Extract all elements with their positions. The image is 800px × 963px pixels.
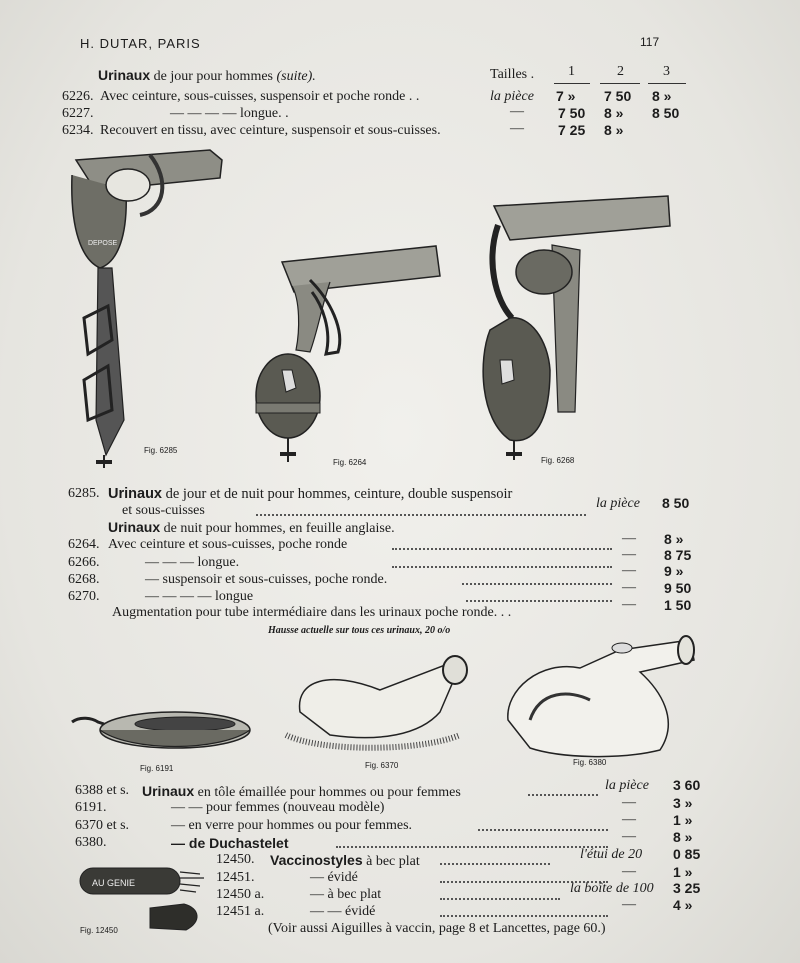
ref-6266: 6266. [68,555,100,570]
ref-6380: 6380. [75,835,107,850]
svg-text:DEPOSE: DEPOSE [88,240,118,247]
price-6227-2: 8 » [604,105,624,121]
desc-12451: — évidé [310,870,358,885]
leader-dots [440,898,560,900]
size-2: 2 [617,64,624,79]
ref-6370: 6370 et s. [75,818,130,833]
unit-12451a: — [622,897,636,912]
unit-6285: la pièce [596,496,640,511]
unit-6268: — [622,563,636,578]
price-6226-3: 8 » [652,88,672,104]
desc-12451a: — — évidé [310,904,376,919]
price-6264: 8 » [664,531,684,547]
price-6388: 3 60 [673,777,701,793]
price-12451a: 4 » [673,897,693,913]
ref-12451: 12451. [216,870,255,885]
unit-6226: la pièce [490,89,534,104]
unit-6380: — [622,829,636,844]
desc-6264: Avec ceinture et sous-cuisses, poche ronde [108,537,348,552]
ref-12450a: 12450 a. [216,887,265,902]
price-12450a: 3 25 [673,880,701,896]
price-6234-1: 7 25 [558,122,586,138]
tailles-label: Tailles . [490,67,535,82]
price-6234-2: 8 » [604,122,624,138]
unit-6227: — [510,104,524,119]
unit-6370: — [622,812,636,827]
augmentation-unit: — [622,597,636,612]
page-number: 117 [640,35,660,49]
desc-6388: Urinaux en tôle émaillée pour hommes ou pour femmes [142,783,461,800]
price-12450: 0 85 [673,846,701,862]
unit-12450: l'étui de 20 [580,847,643,862]
night-heading: Urinaux de nuit pour hommes, en feuille anglaise. [108,519,395,536]
unit-6270: — [622,580,636,595]
price-6226-1: 7 » [556,88,576,104]
desc-6270: — — — — longue [145,589,254,604]
price-6270: 9 50 [664,580,692,596]
ref-6227: 6227. [62,106,94,121]
fig-6191-caption: Fig. 6191 [140,764,174,773]
page-header-title: H. DUTAR, PARIS [80,36,201,51]
price-6285: 8 50 [662,495,690,511]
desc-6234: Recouvert en tissu, avec ceinture, suspensoir et sous-cuisses. [100,123,441,138]
desc-6370: — en verre pour hommes ou pour femmes. [171,818,413,833]
ref-6268: 6268. [68,572,100,587]
unit-12451: — [622,864,636,879]
ref-12450: 12450. [216,852,255,867]
price-6226-2: 7 50 [604,88,632,104]
footer-note: (Voir aussi Aiguilles à vaccin, page 8 et Lancettes, page 60.) [268,921,606,936]
desc-6268: — suspensoir et sous-cuisses, poche ronde. [145,572,388,587]
size-1: 1 [568,64,575,79]
desc-6226: Avec ceinture, sous-cuisses, suspensoir et poche ronde . . [100,89,420,104]
price-6266: 8 75 [664,547,692,563]
fig-6380-caption: Fig. 6380 [573,758,607,767]
unit-6388: la pièce [605,778,649,793]
hausse-note: Hausse actuelle sur tous ces urinaux, 20 o/o [268,625,451,636]
unit-6191: — [622,795,636,810]
ref-6264: 6264. [68,537,100,552]
price-6380: 8 » [673,829,693,845]
price-6191: 3 » [673,795,693,811]
desc-6285-line2: et sous-cuisses [122,503,205,518]
price-6268: 9 » [664,563,684,579]
leader-dots [440,915,608,917]
unit-12450a: la boîte de 100 [570,881,654,896]
unit-6264: — [622,531,636,546]
size-3: 3 [663,64,670,79]
leader-dots [440,863,550,865]
unit-6234: — [510,121,524,136]
ref-12451a: 12451 a. [216,904,265,919]
fig-6264-caption: Fig. 6264 [333,458,367,467]
price-6227-3: 8 50 [652,105,680,121]
price-6370: 1 » [673,812,693,828]
unit-6266: — [622,547,636,562]
ref-6234: 6234. [62,123,94,138]
ref-6270: 6270. [68,589,100,604]
desc-12450: Vaccinostyles à bec plat [270,852,420,869]
desc-12450a: — à bec plat [310,887,382,902]
ref-6226: 6226. [62,89,94,104]
price-12451: 1 » [673,864,693,880]
desc-6266: — — — longue. [145,555,240,570]
desc-6191: — — pour femmes (nouveau modèle) [171,800,385,815]
section1-heading: Urinaux de jour pour hommes (suite). [98,67,316,84]
ref-6388: 6388 et s. [75,783,130,798]
desc-6285: Urinaux de jour et de nuit pour hommes, ceinture, double suspensoir [108,486,513,502]
ref-6285: 6285. [68,486,100,501]
desc-6380: — de Duchastelet [171,835,289,851]
price-6227-1: 7 50 [558,105,586,121]
svg-text:AU GENIE: AU GENIE [92,878,136,888]
desc-6227: — — — — longue. . [170,106,289,121]
fig-6370-caption: Fig. 6370 [365,761,399,770]
fig-12450-caption: Fig. 12450 [80,926,118,935]
fig-6285-caption: Fig. 6285 [144,446,178,455]
fig-6268-caption: Fig. 6268 [541,456,575,465]
augmentation-price: 1 50 [664,597,692,613]
augmentation-text: Augmentation pour tube intermédiaire dans les urinaux poche ronde. . . [112,605,512,620]
ref-6191: 6191. [75,800,107,815]
